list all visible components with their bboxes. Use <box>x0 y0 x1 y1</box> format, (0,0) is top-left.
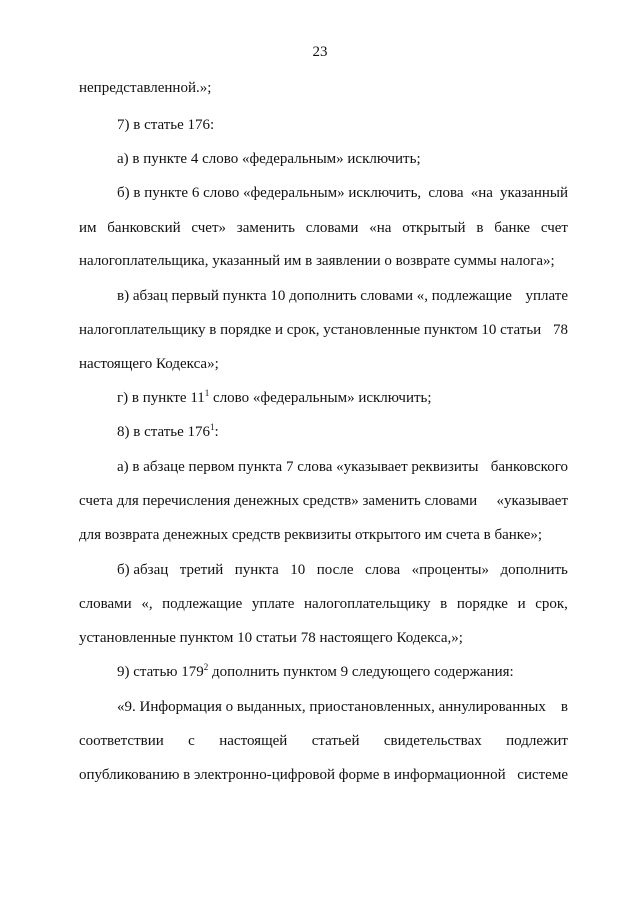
page-number: 23 <box>312 44 328 60</box>
line-word: а) в абзаце первом пункта 7 слова «указывает реквизиты <box>117 459 479 475</box>
line-word: подлежащие <box>162 596 243 612</box>
line-word: «на <box>470 185 493 201</box>
line-word: счет» <box>191 220 227 236</box>
text-line <box>79 766 568 784</box>
line-word: «на <box>369 220 392 236</box>
superscript-index: 1 <box>204 388 210 398</box>
superscript-index: 2 <box>203 662 209 672</box>
line-word: порядке <box>456 596 508 612</box>
line-word: подлежит <box>506 733 568 749</box>
text-line: установленные пунктом 10 статьи 78 настоящего Кодекса,»; <box>79 630 463 646</box>
line-word: слова <box>364 562 401 578</box>
line-word: уплате <box>251 596 295 612</box>
text-line <box>79 732 568 750</box>
line-word: пункта <box>234 562 279 578</box>
text-line <box>79 492 568 510</box>
line-word: с <box>188 733 195 749</box>
line-word: в <box>440 596 448 612</box>
line-word: заменить <box>236 220 295 236</box>
line-word: словами <box>305 220 359 236</box>
line-text: слово «федеральным» исключить; <box>209 390 432 406</box>
text-line: а) в пункте 4 слово «федеральным» исключить; <box>117 151 421 167</box>
text-line <box>117 663 568 681</box>
line-word: налогоплательщику <box>303 596 431 612</box>
text-line <box>117 287 568 305</box>
text-line <box>117 423 568 441</box>
line-word: б) абзац <box>117 562 169 578</box>
line-word: банке <box>494 220 531 236</box>
text-line: настоящего Кодекса»; <box>79 356 219 372</box>
line-word: уплате <box>525 288 568 304</box>
text-line: налогоплательщика, указанный им в заявлении о возврате суммы налога»; <box>79 253 555 269</box>
line-word: б) в пункте 6 слово «федеральным» исключить, <box>117 185 422 201</box>
line-word: опубликованию в электронно-цифровой форме в информационной <box>79 767 506 783</box>
text-line <box>117 458 568 476</box>
line-word: «проценты» <box>411 562 490 578</box>
line-word: налогоплательщику в порядке и срок, установленные пунктом 10 статьи <box>79 322 542 338</box>
line-word: срок, <box>535 596 568 612</box>
line-text: 8) в статье 176 <box>117 424 211 440</box>
line-text: г) в пункте 11 <box>117 390 205 406</box>
text-line <box>79 595 568 613</box>
line-word: открытый <box>402 220 466 236</box>
line-word: третий <box>179 562 224 578</box>
line-word: указанный <box>500 185 568 201</box>
line-text: : <box>214 424 219 440</box>
line-word: им <box>79 220 97 236</box>
text-line: непредставленной.»; <box>79 80 212 96</box>
line-word: словами <box>79 596 132 612</box>
line-word: соответствии <box>79 733 164 749</box>
line-word: статьей <box>311 733 360 749</box>
line-word: в <box>560 699 568 715</box>
superscript-index: 1 <box>210 422 215 432</box>
line-word: свидетельствах <box>383 733 482 749</box>
line-word: 10 <box>290 562 306 578</box>
line-word: слова <box>428 185 464 201</box>
text-line: для возврата денежных средств реквизиты открытого им счета в банке»; <box>79 527 543 543</box>
line-word: и <box>517 596 526 612</box>
text-line <box>117 561 568 579</box>
line-word: 78 <box>553 322 568 338</box>
line-text: 9) статью 179 <box>117 664 204 680</box>
line-word: счета для перечисления денежных средств» заменить словами <box>79 493 478 509</box>
line-word: «указывает <box>496 493 568 509</box>
line-word: дополнить <box>500 562 568 578</box>
line-word: системе <box>517 767 568 783</box>
line-word: «9. Информация о выданных, приостановленных, аннулированных <box>117 699 546 715</box>
text-line <box>79 321 568 339</box>
line-word: настоящей <box>219 733 288 749</box>
line-word: «, <box>141 596 153 612</box>
text-line <box>79 219 568 237</box>
text-line <box>117 389 568 407</box>
line-word: после <box>316 562 354 578</box>
line-word: счет <box>540 220 568 236</box>
line-word: в <box>476 220 484 236</box>
line-text: дополнить пунктом 9 следующего содержания: <box>208 664 514 680</box>
line-word: банковского <box>490 459 568 475</box>
line-word: банковский <box>107 220 181 236</box>
text-line <box>117 698 568 716</box>
text-line: 7) в статье 176: <box>117 117 215 133</box>
text-line <box>117 184 568 202</box>
line-word: в) абзац первый пункта 10 дополнить словами «, подлежащие <box>117 288 512 304</box>
